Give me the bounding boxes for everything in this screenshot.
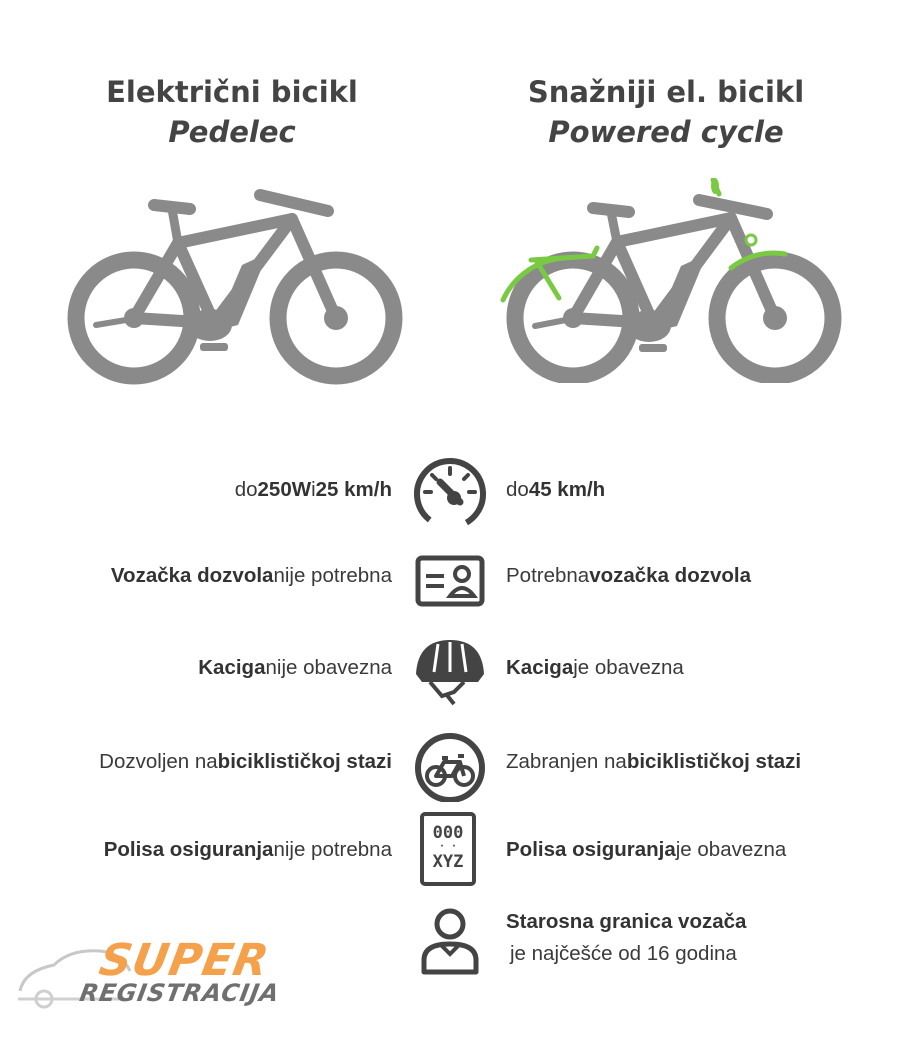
bike-lane-sign-icon bbox=[410, 726, 490, 802]
pedelec-insurance-text: Polisa osiguranja nije potrebna bbox=[103, 838, 392, 861]
pedelec-bike-image bbox=[60, 185, 410, 385]
comparison-row-helmet bbox=[0, 628, 900, 708]
powered-cycle-bike-image bbox=[495, 178, 845, 383]
pedelec-helmet-text: Kaciga nije obavezna bbox=[198, 656, 392, 679]
plate-top-text: 000 bbox=[432, 823, 464, 843]
left-title-main: Električni bicikl bbox=[106, 75, 358, 109]
comparison-row-license bbox=[0, 536, 900, 616]
right-title-main: Snažniji el. bicikl bbox=[527, 75, 805, 109]
powered-age-text bbox=[506, 898, 746, 978]
left-title-subtitle: Pedelec bbox=[168, 115, 296, 149]
age-limit-detail: je najčešće od 16 godina bbox=[510, 942, 737, 965]
helmet-icon bbox=[410, 632, 490, 708]
person-icon bbox=[410, 902, 490, 978]
age-limit-heading: Starosna granica vozača bbox=[506, 910, 747, 933]
super-registracija-logo bbox=[14, 935, 304, 1015]
comparison-row-insurance bbox=[0, 810, 900, 890]
speedometer-icon bbox=[410, 454, 490, 530]
logo-word-registracija: REGISTRACIJA bbox=[77, 979, 282, 1007]
comparison-row-bike-lane bbox=[0, 722, 900, 802]
right-title-subtitle: Powered cycle bbox=[548, 115, 784, 149]
logo-word-super: SUPER bbox=[95, 935, 274, 986]
license-plate-icon bbox=[420, 812, 476, 886]
comparison-row-speed bbox=[0, 450, 900, 530]
powered-insurance-text: Polisa osiguranja je obavezna bbox=[506, 838, 787, 861]
powered-speed-text: do 45 km/h bbox=[506, 478, 606, 501]
left-column-title bbox=[12, 72, 452, 152]
pedelec-bike-lane-text: Dozvoljen na biciklističkoj stazi bbox=[99, 750, 392, 773]
powered-license-text: Potrebna vozačka dozvola bbox=[506, 564, 751, 587]
powered-bike-lane-text: Zabranjen na biciklističkoj stazi bbox=[506, 750, 802, 773]
plate-bottom-text: XYZ bbox=[432, 852, 464, 872]
license-card-icon bbox=[410, 540, 490, 616]
pedelec-license-text: Vozačka dozvola nije potrebna bbox=[110, 564, 392, 587]
plate-dots: · · bbox=[438, 841, 458, 852]
right-column-title bbox=[446, 72, 886, 152]
pedelec-speed-text: do 250W i 25 km/h bbox=[234, 478, 392, 501]
powered-helmet-text: Kaciga je obavezna bbox=[506, 656, 684, 679]
